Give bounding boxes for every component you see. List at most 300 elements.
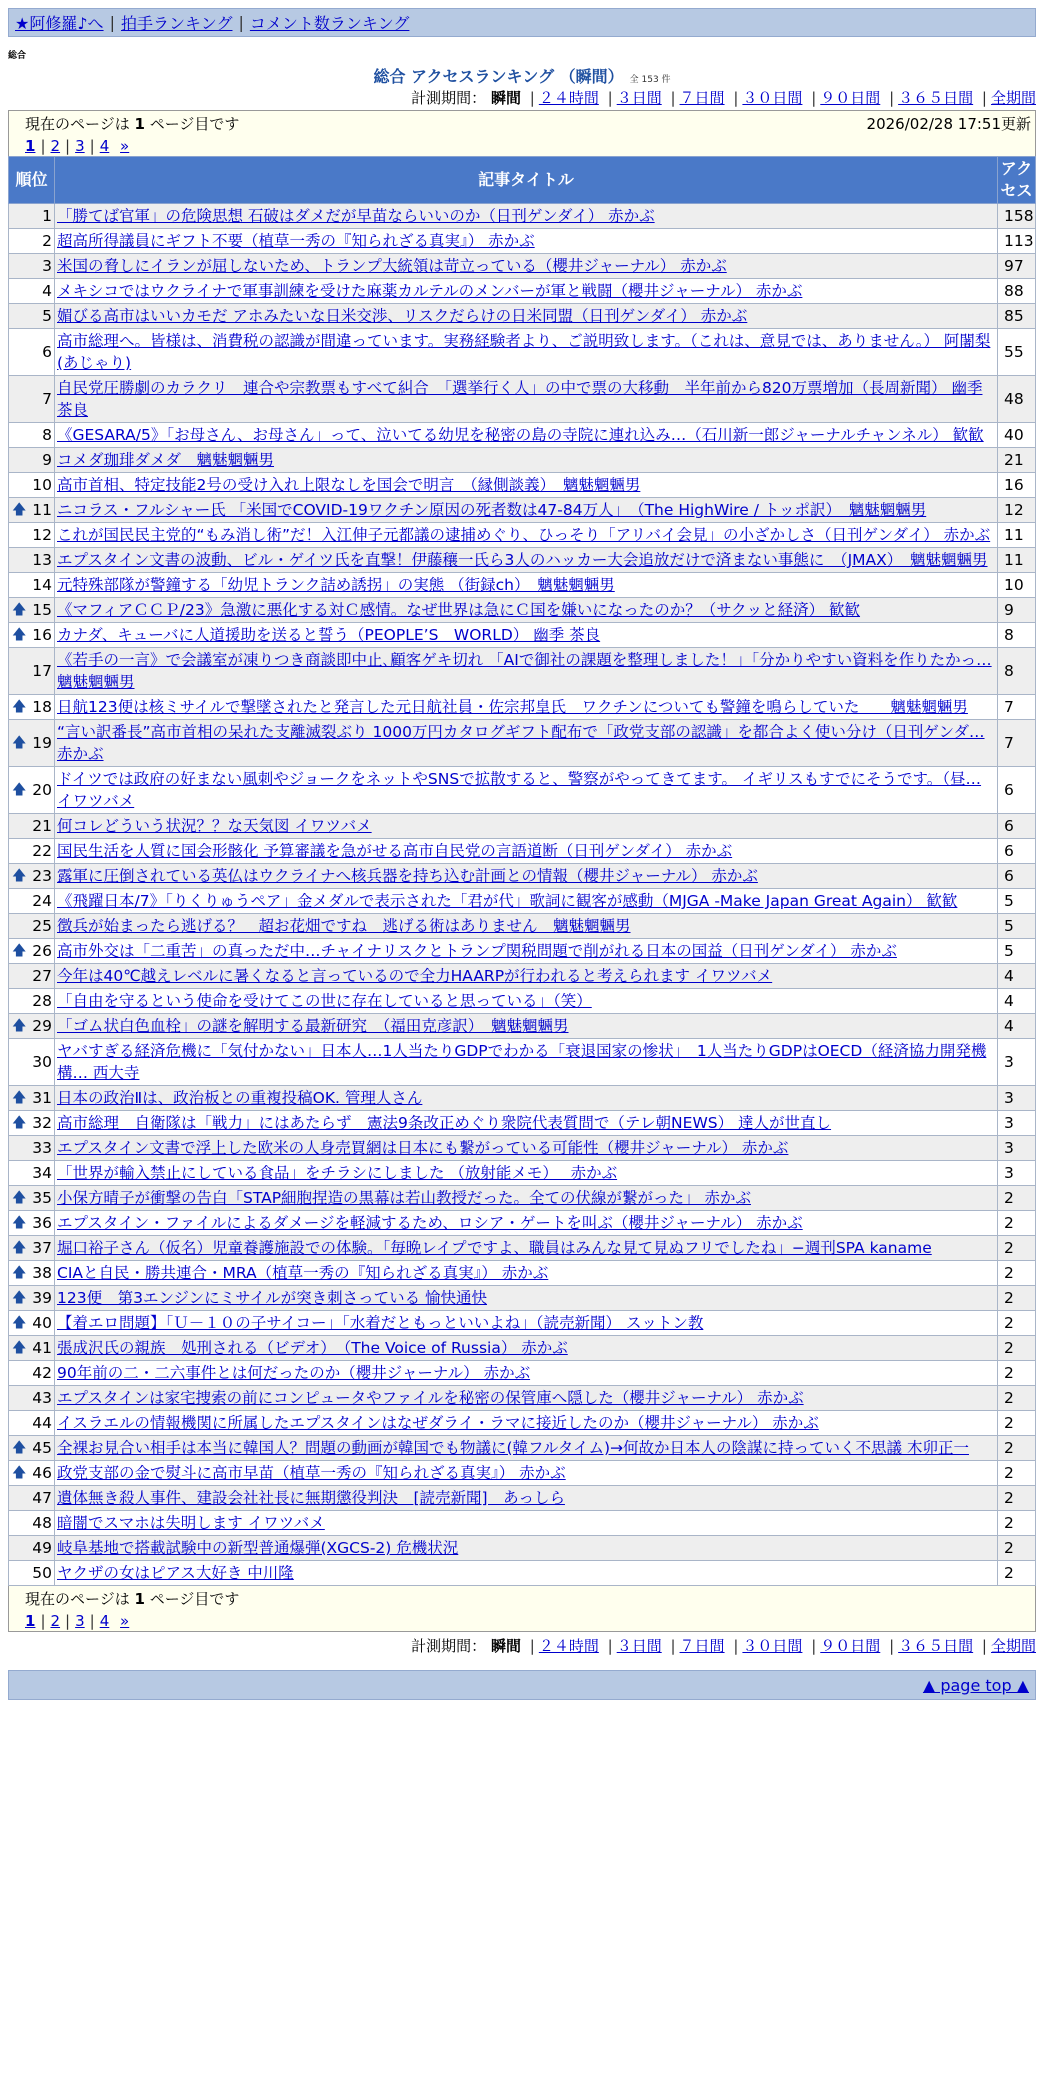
table-row xyxy=(9,889,1036,914)
updated-timestamp: 2026/02/28 17:51更新 xyxy=(866,115,1031,133)
period-current: 瞬間 xyxy=(490,89,521,107)
table-row xyxy=(9,473,1036,498)
page-top-link[interactable]: ▲ page top ▲ xyxy=(922,1675,1029,1695)
rank-number: 42 xyxy=(32,1364,52,1382)
ranking-count: 全 153 件 xyxy=(629,75,671,85)
article-title-link[interactable]: 媚びる高市はいいカモだ アホみたいな日米交渉、リスクだらけの日米同盟（日刊ゲンダイ） 赤かぶ xyxy=(57,307,748,325)
access-count: 5 xyxy=(998,914,1036,939)
pager-page-4[interactable]: 4 xyxy=(99,1612,110,1630)
table-row xyxy=(9,304,1036,329)
article-title-link[interactable]: 超高所得議員にギフト不要（植草一秀の『知られざる真実』） 赤かぶ xyxy=(57,232,535,250)
title-cell xyxy=(55,839,998,864)
title-cell xyxy=(55,473,998,498)
rank-up-arrow-icon: 🡅 xyxy=(12,1290,27,1306)
article-title-link[interactable]: 小保方晴子が衝撃の告白「STAP細胞捏造の黒幕は若山教授だった。全ての伏線が繋がった」 赤かぶ xyxy=(57,1189,751,1207)
table-row xyxy=(9,623,1036,648)
rank-number: 27 xyxy=(32,967,52,985)
article-title-link[interactable]: 《マフィアＣＣＰ/23》急激に悪化する対Ｃ感情。なぜ世界は急にＣ国を嫌いになったのか？（サクッと経済） 歓歓 xyxy=(57,601,861,619)
article-title-link[interactable]: 「自由を守るという使命を受けてこの世に存在していると思っている」（笑） xyxy=(57,992,592,1010)
table-row xyxy=(9,1111,1036,1136)
title-cell xyxy=(55,498,998,523)
rank-number: 21 xyxy=(32,817,52,835)
ranking-title-text: 総合 アクセスランキング （瞬間） xyxy=(373,67,624,86)
period-label: 計測期間： xyxy=(411,1637,487,1655)
rank-up-arrow-icon: 🡅 xyxy=(12,868,27,884)
access-count: 8 xyxy=(998,623,1036,648)
rank-cell xyxy=(9,448,55,473)
rank-number: 47 xyxy=(32,1489,52,1507)
title-cell xyxy=(55,523,998,548)
rank-cell xyxy=(9,1436,55,1461)
article-title-link[interactable]: 《GESARA/5》「お母さん、お母さん」って、泣いてる幼児を秘密の島の寺院に連れ込み…（石川新一郎ジャーナルチャンネル） 歓歓 xyxy=(57,426,984,444)
table-row xyxy=(9,767,1036,814)
period-link-3d[interactable]: ３日間 xyxy=(616,89,662,107)
pager-page-4[interactable]: 4 xyxy=(99,137,110,155)
article-title-link[interactable]: 今年は40℃越えレベルに暑くなると言っているので全力HAARPが行われると考えられます イワツバメ xyxy=(57,967,773,985)
rank-cell xyxy=(9,1336,55,1361)
article-title-link[interactable]: エプスタイン文書で浮上した欧米の人身売買網は日本にも繋がっている可能性（櫻井ジャーナル） 赤かぶ xyxy=(57,1139,789,1157)
access-count: 4 xyxy=(998,989,1036,1014)
nav-comment-ranking-link[interactable]: コメント数ランキング xyxy=(249,14,410,33)
rank-number: 28 xyxy=(32,992,52,1010)
title-cell xyxy=(55,864,998,889)
table-row xyxy=(9,964,1036,989)
rank-up-arrow-icon: 🡅 xyxy=(12,1340,27,1356)
access-count: 9 xyxy=(998,598,1036,623)
article-title-link[interactable]: 何コレどういう状況？？な天気図 イワツバメ xyxy=(57,817,372,835)
rank-number: 32 xyxy=(32,1114,52,1132)
article-title-link[interactable]: 徴兵が始まったら逃げる？ 超お花畑ですね 逃げる術はありません 魑魅魍魎男 xyxy=(57,917,631,935)
rank-cell xyxy=(9,229,55,254)
rank-number: 14 xyxy=(32,576,52,594)
title-cell xyxy=(55,1536,998,1561)
title-cell xyxy=(55,1486,998,1511)
table-row xyxy=(9,914,1036,939)
table-row xyxy=(9,939,1036,964)
access-count: 2 xyxy=(998,1461,1036,1486)
access-count: 2 xyxy=(998,1361,1036,1386)
table-row xyxy=(9,423,1036,448)
rank-cell xyxy=(9,548,55,573)
table-row xyxy=(9,523,1036,548)
rank-up-arrow-icon: 🡅 xyxy=(12,1018,27,1034)
table-row xyxy=(9,1486,1036,1511)
table-row xyxy=(9,1311,1036,1336)
rank-number: 1 xyxy=(42,207,52,225)
title-cell xyxy=(55,695,998,720)
article-title-link[interactable]: 高市総理へ。皆様は、消費税の認識が間違っています。実務経験者より、ご説明致します。（これは、意見では、ありません。） 阿闍梨(あじゃり) xyxy=(57,332,991,372)
rank-cell xyxy=(9,279,55,304)
rank-number: 6 xyxy=(42,343,52,361)
rank-number: 44 xyxy=(32,1414,52,1432)
table-row xyxy=(9,814,1036,839)
article-title-link[interactable]: エプスタイン・ファイルによるダメージを軽減するため、ロシア・ゲートを叫ぶ（櫻井ジャーナル） 赤かぶ xyxy=(57,1214,803,1232)
period-link-365d[interactable]: ３６５日間 xyxy=(898,1637,974,1655)
title-cell xyxy=(55,254,998,279)
table-row xyxy=(9,1461,1036,1486)
section-label: 総合 xyxy=(8,51,27,61)
article-title-link[interactable]: 「世界が輸入禁止にしている食品」をチラシにしました （放射能メモ） 赤かぶ xyxy=(57,1164,618,1182)
table-row xyxy=(9,254,1036,279)
title-cell xyxy=(55,1211,998,1236)
access-count: 4 xyxy=(998,964,1036,989)
rank-cell xyxy=(9,473,55,498)
table-row xyxy=(9,1039,1036,1086)
title-cell xyxy=(55,1136,998,1161)
article-title-link[interactable]: 日本の政治Ⅱは、政治板との重複投稿OK. 管理人さん xyxy=(57,1089,423,1107)
table-row xyxy=(9,1411,1036,1436)
article-title-link[interactable]: 高市首相、特定技能2号の受け入れ上限なしを国会で明言 （縁側談義） 魑魅魍魎男 xyxy=(57,476,641,494)
rank-cell xyxy=(9,889,55,914)
period-selector-top: 計測期間： 瞬間 | ２４時間 | ３日間 | ７日間 | ３０日間 | ９０日間 | ３６５日間 | 全期間 xyxy=(411,89,1036,107)
period-link-30d[interactable]: ３０日間 xyxy=(742,89,803,107)
rank-number: 4 xyxy=(42,282,52,300)
article-title-link[interactable]: エプスタイン文書の波動、ビル・ゲイツ氏を直撃！伊藤穰一氏ら3人のハッカー大会追放だけで済まない事態に （JMAX） 魑魅魍魎男 xyxy=(57,551,988,569)
pager-top: 1 | 2 | 3 | 4 » xyxy=(25,137,130,155)
pager-page-1[interactable]: 1 xyxy=(25,1612,36,1630)
rank-up-arrow-icon: 🡅 xyxy=(12,1240,27,1256)
period-link-24h[interactable]: ２４時間 xyxy=(538,1637,599,1655)
rank-number: 50 xyxy=(32,1564,52,1582)
title-cell xyxy=(55,548,998,573)
period-link-3d[interactable]: ３日間 xyxy=(616,1637,662,1655)
rank-cell xyxy=(9,523,55,548)
rank-cell xyxy=(9,1411,55,1436)
table-row xyxy=(9,864,1036,889)
rank-cell xyxy=(9,623,55,648)
title-cell xyxy=(55,1161,998,1186)
ranking-body xyxy=(9,204,1036,1586)
rank-number: 36 xyxy=(32,1214,52,1232)
access-count: 7 xyxy=(998,720,1036,767)
article-title-link[interactable]: 「勝てば官軍」の危険思想 石破はダメだが早苗ならいいのか（日刊ゲンダイ） 赤かぶ xyxy=(57,207,655,225)
access-count: 3 xyxy=(998,1039,1036,1086)
rank-cell xyxy=(9,1161,55,1186)
pager-next[interactable]: » xyxy=(120,1612,130,1630)
article-title-link[interactable]: カナダ、キューバに人道援助を送ると誓う（PEOPLE’S WORLD） 幽季 茶良 xyxy=(57,626,601,644)
table-row xyxy=(9,695,1036,720)
rank-number: 23 xyxy=(32,867,52,885)
title-cell xyxy=(55,598,998,623)
title-cell xyxy=(55,1311,998,1336)
table-row xyxy=(9,1436,1036,1461)
nav-clap-ranking-link[interactable]: 拍手ランキング xyxy=(120,14,233,33)
title-cell xyxy=(55,1411,998,1436)
access-count: 2 xyxy=(998,1261,1036,1286)
rank-number: 25 xyxy=(32,917,52,935)
rank-up-arrow-icon: 🡅 xyxy=(12,502,27,518)
article-title-link[interactable]: 岐阜基地で搭載試験中の新型普通爆弾(XGCS-2) 危機状況 xyxy=(57,1539,459,1557)
access-count: 2 xyxy=(998,1436,1036,1461)
rank-number: 49 xyxy=(32,1539,52,1557)
period-link-all[interactable]: 全期間 xyxy=(990,89,1036,107)
rank-cell xyxy=(9,1261,55,1286)
rank-number: 12 xyxy=(32,526,52,544)
rank-cell xyxy=(9,1386,55,1411)
rank-number: 37 xyxy=(32,1239,52,1257)
article-title-link[interactable]: 露軍に圧倒されている英仏はウクライナへ核兵器を持ち込む計画との情報（櫻井ジャーナル） 赤かぶ xyxy=(57,867,758,885)
nav-home-link[interactable]: ★阿修羅♪へ xyxy=(15,14,104,33)
rank-up-arrow-icon: 🡅 xyxy=(12,782,27,798)
access-count: 2 xyxy=(998,1561,1036,1586)
rank-cell xyxy=(9,720,55,767)
rank-number: 20 xyxy=(32,781,52,799)
article-title-link[interactable]: 暗闇でスマホは失明します イワツバメ xyxy=(57,1514,325,1532)
rank-cell xyxy=(9,839,55,864)
title-cell xyxy=(55,1286,998,1311)
table-row xyxy=(9,1086,1036,1111)
article-title-link[interactable]: “言い訳番長”高市首相の呆れた支離滅裂ぶり 1000万円カタログギフト配布で「政党支部の認識」を都合よく使い分け（日刊ゲンダ… 赤かぶ xyxy=(57,723,985,763)
rank-cell xyxy=(9,1461,55,1486)
table-row xyxy=(9,839,1036,864)
article-title-link[interactable]: 日航123便は核ミサイルで撃墜されたと発言した元日航社員・佐宗邦皇氏 ワクチンについても警鐘を鳴らしていた 魑魅魍魎男 xyxy=(57,698,968,716)
period-link-7d[interactable]: ７日間 xyxy=(679,1637,725,1655)
article-title-link[interactable]: 政党支部の金で熨斗に高市早苗（植草一秀の『知られざる真実』） 赤かぶ xyxy=(57,1464,566,1482)
title-cell xyxy=(55,889,998,914)
article-title-link[interactable]: 「ゴム状白色血栓」の謎を解明する最新研究 （福田克彦訳） 魑魅魍魎男 xyxy=(57,1017,569,1035)
article-title-link[interactable]: 国民生活を人質に国会形骸化 予算審議を急がせる高市自民党の言語道断（日刊ゲンダイ） 赤かぶ xyxy=(57,842,733,860)
title-cell xyxy=(55,1436,998,1461)
rank-up-arrow-icon: 🡅 xyxy=(12,1315,27,1331)
rank-number: 2 xyxy=(42,232,52,250)
page-info-bottom xyxy=(8,1586,1036,1632)
rank-number: 46 xyxy=(32,1464,52,1482)
table-row xyxy=(9,1386,1036,1411)
nav-separator: | xyxy=(238,13,244,32)
article-title-link[interactable]: 遺体無き殺人事件、建設会社社長に無期懲役判決 [読売新聞] あっしら xyxy=(57,1489,565,1507)
table-row xyxy=(9,448,1036,473)
title-cell xyxy=(55,914,998,939)
table-row xyxy=(9,1236,1036,1261)
period-link-90d[interactable]: ９０日間 xyxy=(820,89,881,107)
rank-cell xyxy=(9,1186,55,1211)
ranking-table xyxy=(8,156,1036,1586)
table-row xyxy=(9,1361,1036,1386)
rank-number: 39 xyxy=(32,1289,52,1307)
rank-number: 24 xyxy=(32,892,52,910)
rank-number: 7 xyxy=(42,390,52,408)
access-count: 3 xyxy=(998,1086,1036,1111)
rank-cell xyxy=(9,1136,55,1161)
access-count: 10 xyxy=(998,573,1036,598)
rank-cell xyxy=(9,1111,55,1136)
rank-cell xyxy=(9,1561,55,1586)
title-cell xyxy=(55,573,998,598)
rank-number: 3 xyxy=(42,257,52,275)
rank-number: 19 xyxy=(32,734,52,752)
rank-cell xyxy=(9,1211,55,1236)
table-row xyxy=(9,1014,1036,1039)
title-cell xyxy=(55,279,998,304)
rank-cell xyxy=(9,648,55,695)
title-cell xyxy=(55,1461,998,1486)
table-row xyxy=(9,229,1036,254)
title-cell xyxy=(55,814,998,839)
rank-up-arrow-icon: 🡅 xyxy=(12,1215,27,1231)
rank-cell xyxy=(9,204,55,229)
table-row xyxy=(9,1561,1036,1586)
table-row xyxy=(9,204,1036,229)
rank-up-arrow-icon: 🡅 xyxy=(12,627,27,643)
table-row xyxy=(9,1511,1036,1536)
rank-number: 30 xyxy=(32,1053,52,1071)
period-link-24h[interactable]: ２４時間 xyxy=(538,89,599,107)
rank-number: 35 xyxy=(32,1189,52,1207)
article-title-link[interactable]: メキシコではウクライナで軍事訓練を受けた麻薬カルテルのメンバーが軍と戦闘（櫻井ジャーナル） 赤かぶ xyxy=(57,282,803,300)
ranking-title xyxy=(8,64,1036,84)
period-link-30d[interactable]: ３０日間 xyxy=(742,1637,803,1655)
article-title-link[interactable]: 《飛躍日本/7》「りくりゅうペア」金メダルで表示された「君が代」歌詞に観客が感動（MJGA -Make Japan Great Again） 歓歓 xyxy=(57,892,958,910)
rank-up-arrow-icon: 🡅 xyxy=(12,1440,27,1456)
rank-cell xyxy=(9,1486,55,1511)
period-selector-bottom: 計測期間： 瞬間 | ２４時間 | ３日間 | ７日間 | ３０日間 | ９０日間 | ３６５日間 | 全期間 xyxy=(411,1637,1036,1655)
rank-number: 38 xyxy=(32,1264,52,1282)
title-cell xyxy=(55,1361,998,1386)
access-count: 7 xyxy=(998,695,1036,720)
article-title-link[interactable]: 全裸お見合い相手は本当に韓国人？問題の動画が韓国でも物議に(韓フルタイム)→何故か日本人の陰謀に持っていく不思議 木卯正一 xyxy=(57,1439,969,1457)
article-title-link[interactable]: 【着エロ問題】「Ｕ－１０の子サイコー」「水着だともっといいよね」（読売新聞） スットン教 xyxy=(57,1314,704,1332)
access-count: 12 xyxy=(998,498,1036,523)
title-cell xyxy=(55,1336,998,1361)
article-title-link[interactable]: 堀口裕子さん（仮名）児童養護施設での体験。「毎晩レイプですよ、職員はみんな見て見ぬフリでしたね」−週刊SPA kaname xyxy=(57,1239,932,1257)
access-count: 6 xyxy=(998,814,1036,839)
access-count: 48 xyxy=(998,376,1036,423)
pager-page-2[interactable]: 2 xyxy=(50,137,61,155)
pager-page-3[interactable]: 3 xyxy=(75,137,85,155)
article-title-link[interactable]: 米国の脅しにイランが屈しないため、トランプ大統領は苛立っている（櫻井ジャーナル） 赤かぶ xyxy=(57,257,727,275)
period-link-all[interactable]: 全期間 xyxy=(990,1637,1036,1655)
access-count: 113 xyxy=(998,229,1036,254)
rank-number: 48 xyxy=(32,1514,52,1532)
article-title-link[interactable]: コメダ珈琲ダメダ 魑魅魍魎男 xyxy=(57,451,275,469)
article-title-link[interactable]: 123便 第3エンジンにミサイルが突き刺さっている 愉快通快 xyxy=(57,1289,488,1307)
access-count: 3 xyxy=(998,1136,1036,1161)
title-cell xyxy=(55,1186,998,1211)
pager-bottom: 1 | 2 | 3 | 4 » xyxy=(25,1612,130,1630)
article-title-link[interactable]: 高市外交は「二重苦」の真っただ中…チャイナリスクとトランプ関税問題で削がれる日本の国益（日刊ゲンダイ） 赤かぶ xyxy=(57,942,897,960)
article-title-link[interactable]: CIAと自民・勝共連合・MRA（植草一秀の『知られざる真実』） 赤かぶ xyxy=(57,1264,549,1282)
title-cell xyxy=(55,1511,998,1536)
rank-up-arrow-icon: 🡅 xyxy=(12,1190,27,1206)
article-title-link[interactable]: ヤクザの女はピアス大好き 中川隆 xyxy=(57,1564,294,1582)
access-count: 2 xyxy=(998,1186,1036,1211)
access-count: 55 xyxy=(998,329,1036,376)
table-row xyxy=(9,279,1036,304)
title-cell xyxy=(55,1014,998,1039)
rank-cell xyxy=(9,329,55,376)
table-row xyxy=(9,376,1036,423)
rank-up-arrow-icon: 🡅 xyxy=(12,1090,27,1106)
rank-up-arrow-icon: 🡅 xyxy=(12,1265,27,1281)
title-cell xyxy=(55,648,998,695)
article-title-link[interactable]: これが国民民主党的“もみ消し術”だ！入江伸子元都議の逮捕めぐり、ひっそり「アリバイ会見」の小ざかしさ（日刊ゲンダイ） 赤かぶ xyxy=(57,526,991,544)
article-title-link[interactable]: 90年前の二・二六事件とは何だったのか（櫻井ジャーナル） 赤かぶ xyxy=(57,1364,531,1382)
pager-page-1[interactable]: 1 xyxy=(25,137,36,155)
access-count: 97 xyxy=(998,254,1036,279)
footer-bar xyxy=(8,1670,1036,1700)
rank-number: 31 xyxy=(32,1089,52,1107)
current-page-text: 現在のページは 1 ページ目です xyxy=(25,1590,240,1608)
header-rank: 順位 xyxy=(9,157,55,204)
rank-number: 34 xyxy=(32,1164,52,1182)
access-count: 85 xyxy=(998,304,1036,329)
title-cell xyxy=(55,1386,998,1411)
title-cell xyxy=(55,329,998,376)
period-link-7d[interactable]: ７日間 xyxy=(679,89,725,107)
article-title-link[interactable]: 張成沢氏の親族 処刑される（ビデオ） （The Voice of Russia） 赤かぶ xyxy=(57,1339,568,1357)
page-info-top xyxy=(8,110,1036,156)
access-count: 2 xyxy=(998,1236,1036,1261)
table-row xyxy=(9,1261,1036,1286)
article-title-link[interactable]: エプスタインは家宅捜索の前にコンピュータやファイルを秘密の保管庫へ隠した（櫻井ジャーナル） 赤かぶ xyxy=(57,1389,804,1407)
rank-cell xyxy=(9,964,55,989)
rank-up-arrow-icon: 🡅 xyxy=(12,602,27,618)
rank-number: 9 xyxy=(42,451,52,469)
access-count: 2 xyxy=(998,1211,1036,1236)
access-count: 16 xyxy=(998,473,1036,498)
access-count: 2 xyxy=(998,1286,1036,1311)
rank-number: 8 xyxy=(42,426,52,444)
period-current: 瞬間 xyxy=(490,1637,521,1655)
rank-number: 29 xyxy=(32,1017,52,1035)
table-row xyxy=(9,1136,1036,1161)
period-link-365d[interactable]: ３６５日間 xyxy=(898,89,974,107)
rank-number: 10 xyxy=(32,476,52,494)
article-title-link[interactable]: ヤバすぎる経済危機に「気付かない」日本人…1人当たりGDPでわかる「衰退国家の惨状」 1人当たりGDPはOECD（経済協力開発機構… 西大寺 xyxy=(57,1042,987,1082)
rank-cell xyxy=(9,814,55,839)
rank-cell xyxy=(9,304,55,329)
pager-next[interactable]: » xyxy=(120,137,130,155)
title-cell xyxy=(55,1086,998,1111)
pager-page-2[interactable]: 2 xyxy=(50,1612,61,1630)
article-title-link[interactable]: 自民党圧勝劇のカラクリ 連合や宗教票もすべて糾合 「選挙行く人」の中で票の大移動 半年前から820万票増加（長周新聞） 幽季 茶良 xyxy=(57,379,983,419)
period-link-90d[interactable]: ９０日間 xyxy=(820,1637,881,1655)
rank-number: 43 xyxy=(32,1389,52,1407)
article-title-link[interactable]: ドイツでは政府の好まない風刺やジョークをネットやSNSで拡散すると、警察がやってきてます。 イギリスもすでにそうです。（昼… イワツバメ xyxy=(57,770,982,810)
article-title-link[interactable]: 高市総理 自衛隊は「戦力」にはあたらず 憲法9条改正めぐり衆院代表質問で（テレ朝NEWS） 達人が世直し xyxy=(57,1114,832,1132)
page xyxy=(8,0,1036,1700)
rank-number: 41 xyxy=(32,1339,52,1357)
rank-cell xyxy=(9,254,55,279)
article-title-link[interactable]: イスラエルの情報機関に所属したエプスタインはなぜダライ・ラマに接近したのか（櫻井ジャーナル） 赤かぶ xyxy=(57,1414,819,1432)
table-row xyxy=(9,720,1036,767)
title-cell xyxy=(55,623,998,648)
article-title-link[interactable]: ニコラス・フルシャー氏 「米国でCOVID-19ワクチン原因の死者数は47-84万人」 （The HighWire / トッポ訳） 魑魅魍魎男 xyxy=(57,501,927,519)
table-row xyxy=(9,1536,1036,1561)
access-count: 6 xyxy=(998,864,1036,889)
title-cell xyxy=(55,423,998,448)
rank-number: 45 xyxy=(32,1439,52,1457)
header-title: 記事タイトル xyxy=(55,157,998,204)
header-access: アクセス xyxy=(998,157,1036,204)
access-count: 2 xyxy=(998,1336,1036,1361)
table-row xyxy=(9,329,1036,376)
rank-up-arrow-icon: 🡅 xyxy=(12,735,27,751)
rank-cell xyxy=(9,1511,55,1536)
pager-page-3[interactable]: 3 xyxy=(75,1612,85,1630)
table-row xyxy=(9,1161,1036,1186)
article-title-link[interactable]: 《若手の一言》で会議室が凍りつき商談即中止､顧客ゲキ切れ 「AIで御社の課題を整理しました！」｢分かりやすい資料を作りたかっ… 魑魅魍魎男 xyxy=(57,651,992,691)
rank-cell xyxy=(9,914,55,939)
table-row xyxy=(9,498,1036,523)
access-count: 11 xyxy=(998,523,1036,548)
access-count: 2 xyxy=(998,1511,1036,1536)
title-cell xyxy=(55,1236,998,1261)
rank-cell xyxy=(9,1086,55,1111)
rank-number: 26 xyxy=(32,942,52,960)
rank-cell xyxy=(9,1536,55,1561)
article-title-link[interactable]: 元特殊部隊が警鐘する「幼児トランク詰め誘拐」の実態 （街録ch） 魑魅魍魎男 xyxy=(57,576,615,594)
